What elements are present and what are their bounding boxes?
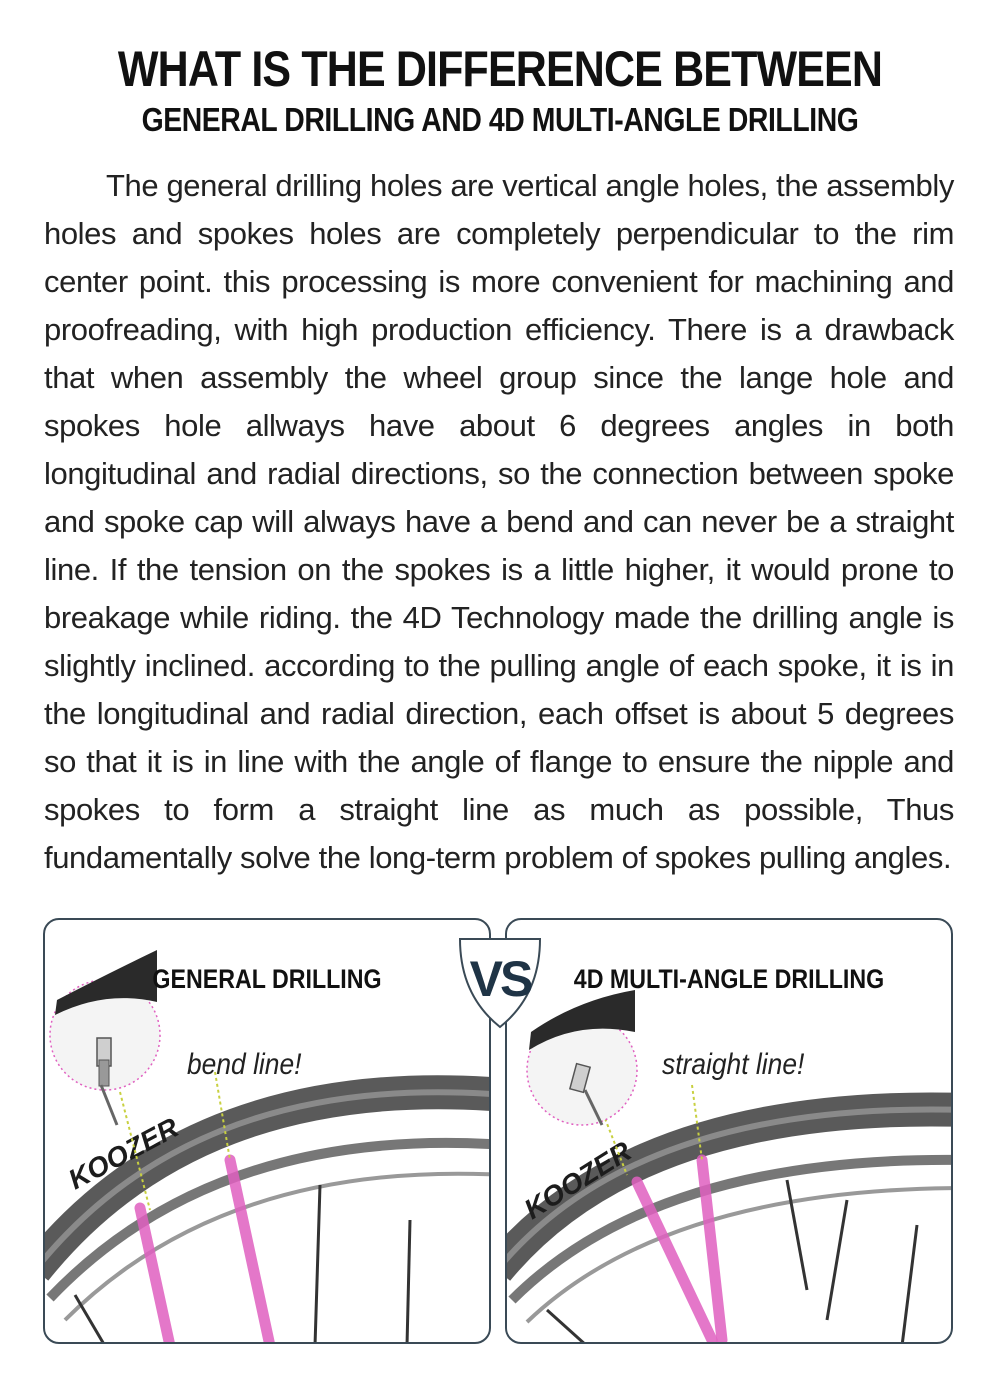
multi-angle-drilling-panel bbox=[505, 918, 953, 1344]
vs-label: VS bbox=[469, 951, 531, 1007]
straight-line-annotation: straight line! bbox=[662, 1048, 805, 1081]
general-drilling-title: GENERAL DRILLING bbox=[152, 964, 382, 994]
rim-brand-logo: KOOZER bbox=[63, 1111, 184, 1196]
general-drilling-panel bbox=[43, 918, 491, 1344]
page-subtitle: GENERAL DRILLING AND 4D MULTI-ANGLE DRILLING bbox=[141, 101, 859, 138]
page-title: WHAT IS THE DIFFERENCE BETWEEN bbox=[117, 41, 883, 97]
description-paragraph: The general drilling holes are vertical angle holes, the assembly holes and spokes holes are completely perpendicular to the rim center point. this processing is more convenient for machining and proofreading, with high production efficiency. There is a drawback that when assembly the wheel group since the lange hole and spokes hole allways have about 6 degrees angles in both longitudinal and radial directions, so the connection between spoke and spoke cap will always have a bend and can never be a straight line. If the tension on the spokes is a little higher, it would prone to breakage while riding. the 4D Technology made the drilling angle is slightly inclined. according to the pulling angle of each spoke, it is in the longitudinal and radial direction, each offset is about 5 degrees so that it is in line with the angle of flange to ensure the nipple and spokes to form a straight line as much as possible, Thus fundamentally solve the long-term problem of spokes pulling angles. bbox=[44, 168, 954, 875]
bend-line-annotation: bend line! bbox=[187, 1048, 302, 1081]
multi-angle-drilling-title: 4D MULTI-ANGLE DRILLING bbox=[573, 964, 885, 994]
rim-brand-logo: KOOZER bbox=[518, 1135, 637, 1226]
